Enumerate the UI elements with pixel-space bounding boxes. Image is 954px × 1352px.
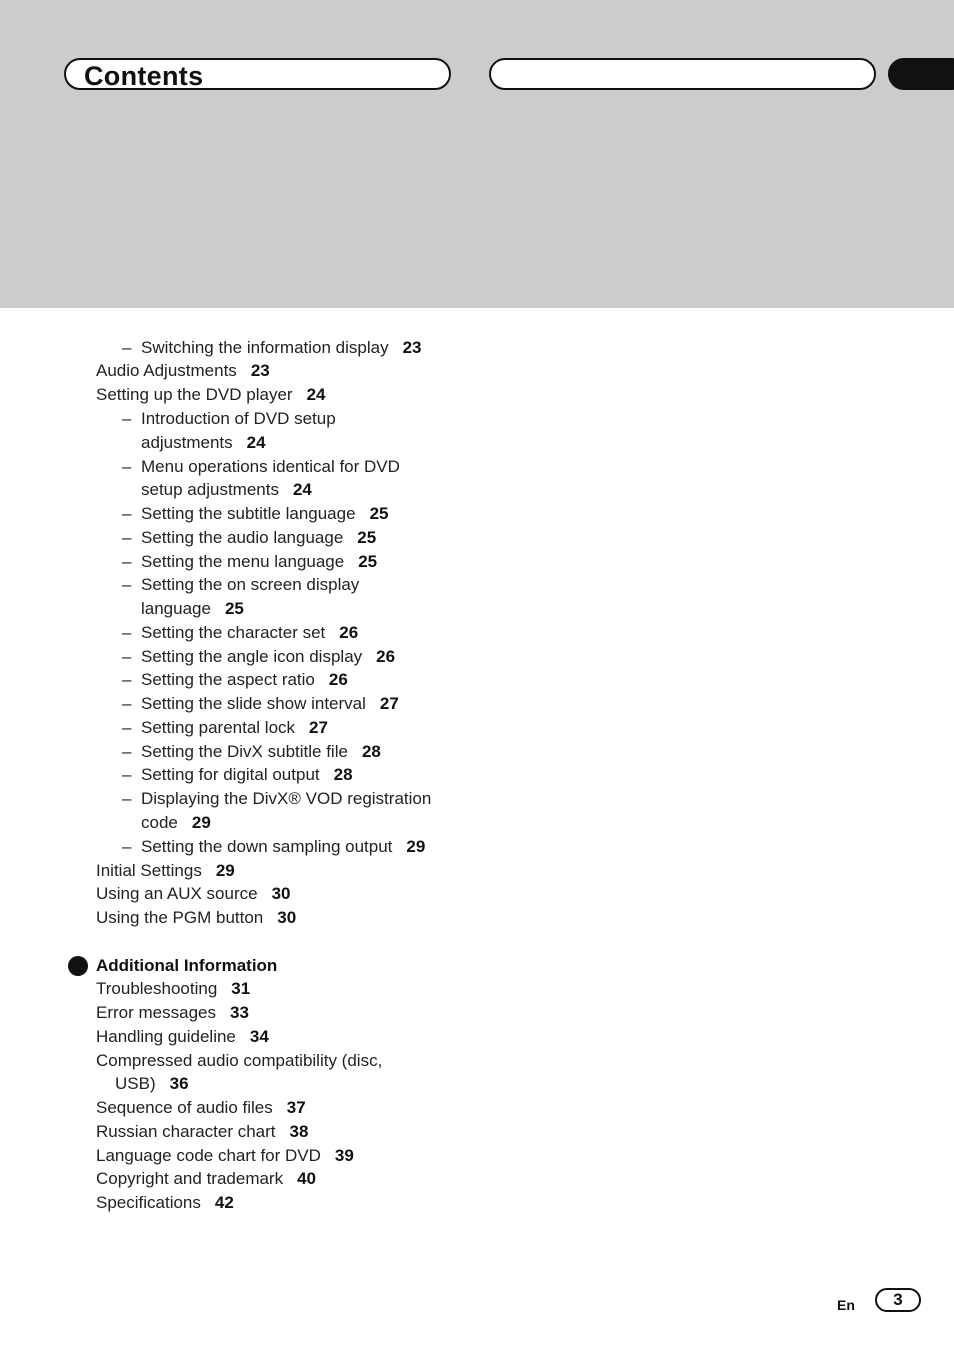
toc-entry[interactable]: Switching the information display 23 [141,338,422,357]
toc-entry-continuation[interactable]: adjustments 24 [141,433,266,452]
toc-entry-continuation[interactable]: language 25 [141,599,244,618]
toc-entry[interactable]: Setting up the DVD player 24 [96,385,326,404]
toc-dash: – [122,338,132,357]
toc-entry[interactable]: Specifications 42 [96,1193,234,1212]
toc-entry[interactable]: Setting the on screen display [141,575,360,594]
toc-dash: – [122,837,132,856]
page-number: 3 [875,1288,921,1312]
toc-entry[interactable]: Compressed audio compatibility (disc, [96,1051,383,1070]
toc-entry[interactable]: Setting the down sampling output 29 [141,837,426,856]
toc-entry-continuation[interactable]: setup adjustments 24 [141,480,312,499]
toc-entry[interactable]: Copyright and trademark 40 [96,1169,317,1188]
section-title: Additional Information [96,956,278,975]
toc-dash: – [122,789,132,808]
toc-entry-continuation[interactable]: USB) 36 [115,1074,189,1093]
toc-entry[interactable]: Sequence of audio files 37 [96,1098,306,1117]
toc-entry[interactable]: Using an AUX source 30 [96,884,291,903]
section-marker [888,58,954,90]
toc-dash: – [122,409,132,428]
toc-dash: – [122,742,132,761]
toc-entry[interactable]: Setting the character set 26 [141,623,359,642]
toc-entry-continuation[interactable]: code 29 [141,813,211,832]
toc-entry[interactable]: Setting the DivX subtitle file 28 [141,742,381,761]
toc-entry[interactable]: Setting parental lock 27 [141,718,328,737]
section-tab [489,58,876,90]
toc-entry[interactable]: Setting the angle icon display 26 [141,647,396,666]
toc-entry[interactable]: Audio Adjustments 23 [96,361,270,380]
toc-entry[interactable]: Introduction of DVD setup [141,409,336,428]
toc-dash: – [122,670,132,689]
header-band [0,0,954,308]
toc-dash: – [122,647,132,666]
toc-entry[interactable]: Menu operations identical for DVD [141,457,400,476]
toc-entry[interactable]: Using the PGM button 30 [96,908,297,927]
toc-entry[interactable]: Setting the audio language 25 [141,528,377,547]
toc-dash: – [122,765,132,784]
page-title: Contents [84,61,204,91]
toc-entry[interactable]: Displaying the DivX® VOD registration [141,789,432,808]
toc-dash: – [122,575,132,594]
toc-dash: – [122,694,132,713]
section-bullet-icon [68,956,88,976]
toc-dash: – [122,504,132,523]
toc-dash: – [122,528,132,547]
toc-dash: – [122,552,132,571]
language-label: En [837,1297,855,1313]
toc-dash: – [122,623,132,642]
toc-entry[interactable]: Setting the menu language 25 [141,552,378,571]
toc-entry[interactable]: Setting the subtitle language 25 [141,504,389,523]
toc-dash: – [122,718,132,737]
toc-entry[interactable]: Setting for digital output 28 [141,765,353,784]
toc-entry[interactable]: Handling guideline 34 [96,1027,269,1046]
toc-entry[interactable]: Error messages 33 [96,1003,249,1022]
toc-entry[interactable]: Setting the slide show interval 27 [141,694,399,713]
toc-entry[interactable]: Russian character chart 38 [96,1122,309,1141]
toc-entry[interactable]: Initial Settings 29 [96,861,235,880]
toc-entry[interactable]: Setting the aspect ratio 26 [141,670,348,689]
toc-entry[interactable]: Troubleshooting 31 [96,979,251,998]
toc-dash: – [122,457,132,476]
toc-entry[interactable]: Language code chart for DVD 39 [96,1146,354,1165]
